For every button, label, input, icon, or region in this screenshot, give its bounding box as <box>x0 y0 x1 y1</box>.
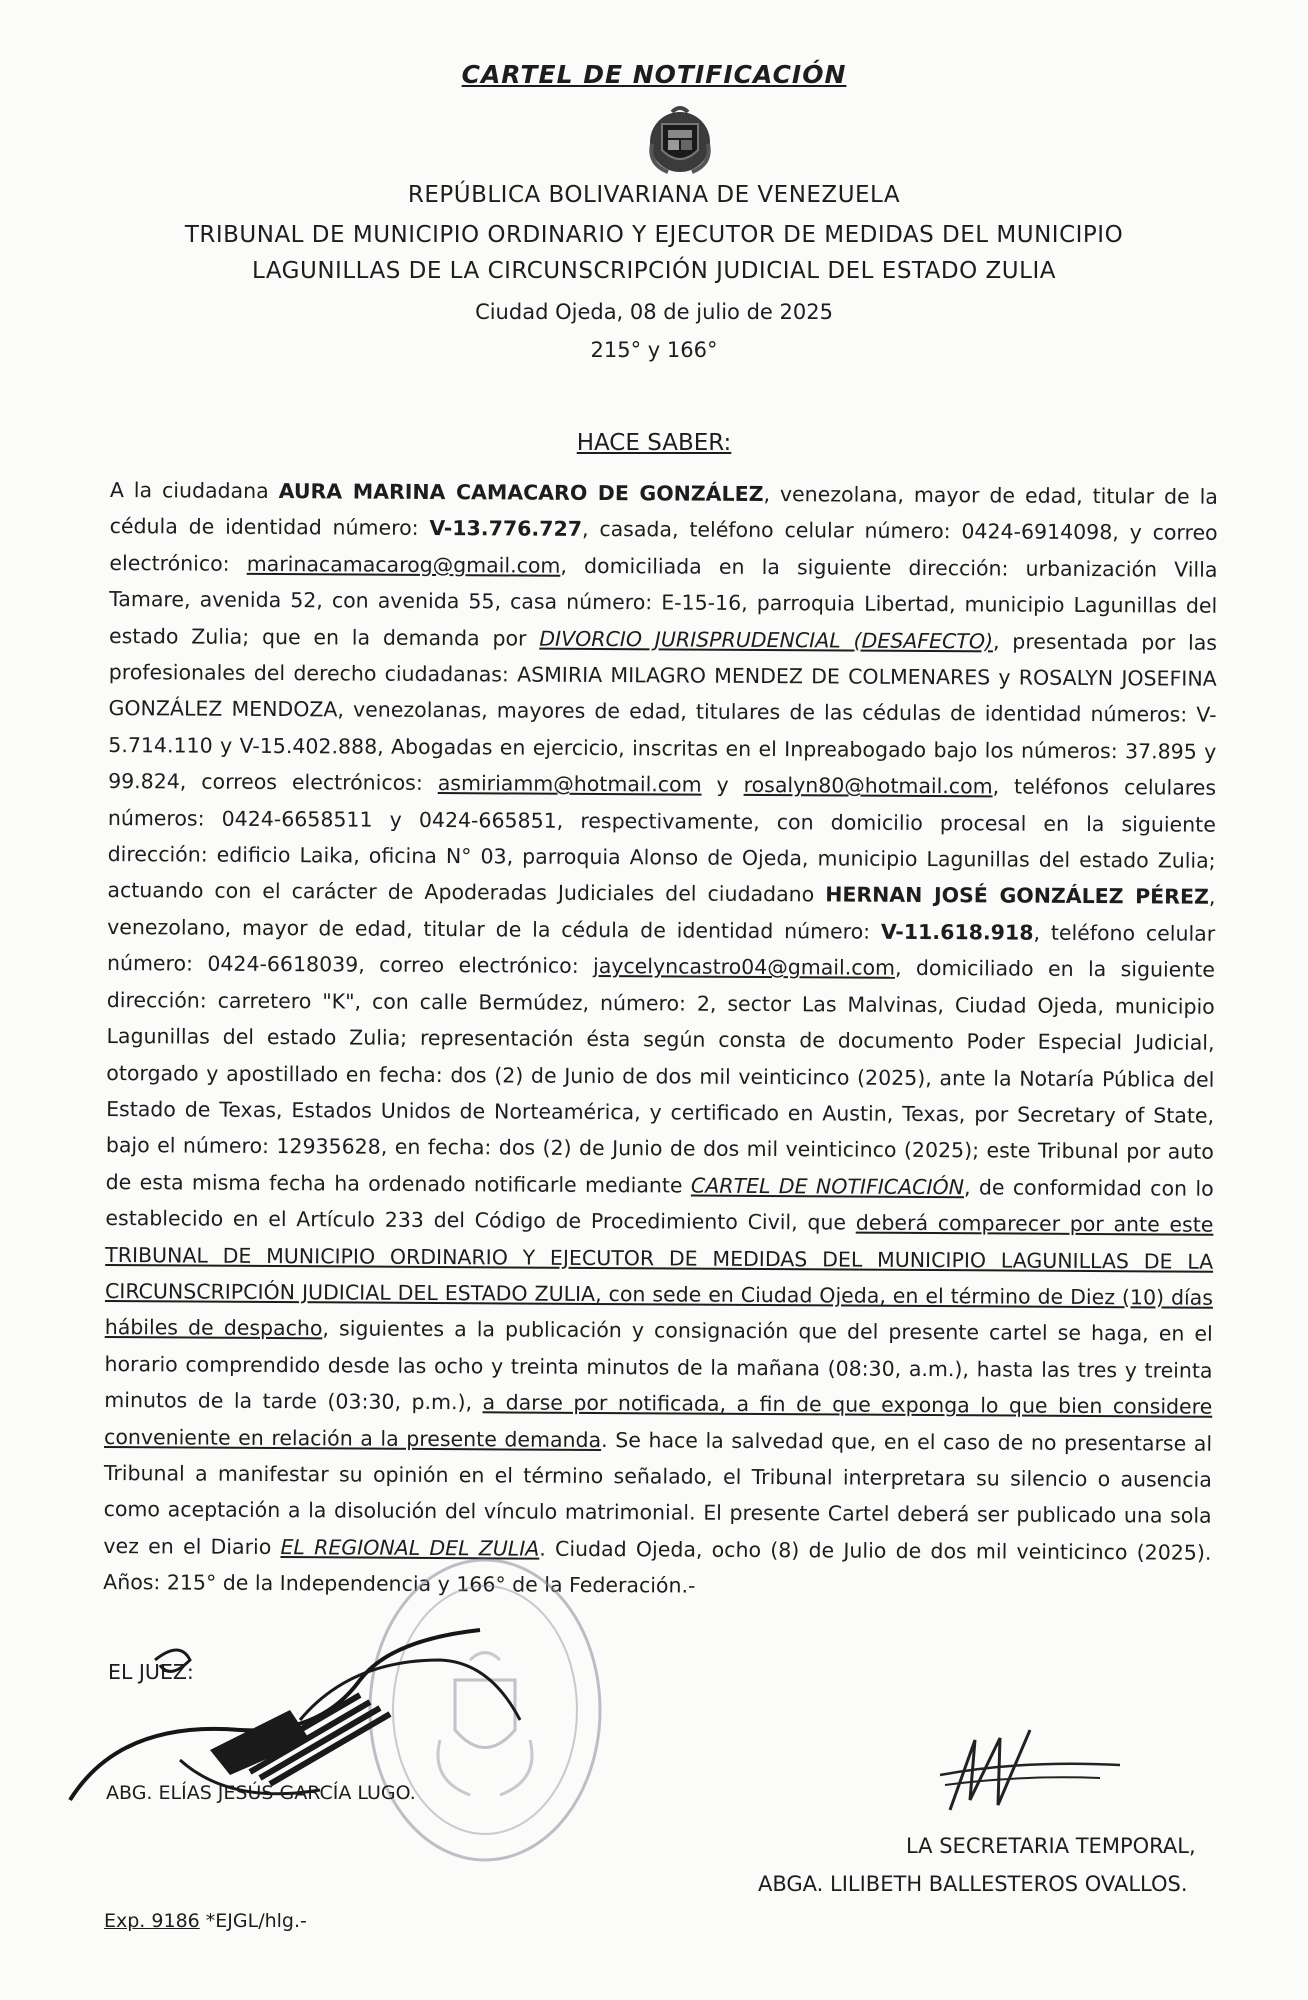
body-text-segment: , presentada por las profesionales del derecho ciudadanas: ASMIRIA MILAGRO MENDEZ DE COLMENARES y ROSALYN JOSEFINA GONZÁLEZ MENDOZA, venezolanas, mayores de edad, titulares de las cédulas de identidad números: V-5.714.110 y V-15.402.888, Abogadas en ejercicio, inscritas en el Inpreabogado bajo los números: 37.895 y 99.824, correos electrónicos: <box>108 629 1218 796</box>
newspaper-name: EL REGIONAL DEL ZULIA <box>280 1534 540 1561</box>
cartel-reference: CARTEL DE NOTIFICACIÓN <box>690 1173 965 1199</box>
defendant-email: marinacamacarog@gmail.com <box>246 551 561 578</box>
hace-saber-heading: HACE SABER: <box>576 430 732 456</box>
body-text-segment: . Ciudad Ojeda, ocho (8) de Julio de dos mil veinticinco (2025). Años: 215° de la Independencia y 166° de la Federación.- <box>103 1536 1212 1598</box>
secretary-signature-icon <box>930 1720 1130 1830</box>
body-text-segment: . Se hace la salvedad que, en el caso de no presentarse al Tribunal a manifestar su opinión en el término señalado, el Tribunal interpretara su silencio o ausencia como aceptación a la disolución del vínculo matrimonial. El presente Cartel deberá ser publicado una sola vez en el Diario <box>103 1427 1213 1559</box>
tribunal-heading-line1: TRIBUNAL DE MUNICIPIO ORDINARIO Y EJECUTOR DE MEDIDAS DEL MUNICIPIO <box>184 222 1124 248</box>
years-line: 215° y 166° <box>590 338 718 362</box>
file-number: Exp. 9186 <box>104 1910 200 1932</box>
body-text-segment: , venezolano, mayor de edad, titular de la cédula de identidad número: <box>107 885 1216 944</box>
body-text-segment: , teléfonos celulares números: 0424-6658511 y 0424-665851, respectivamente, con domicilio procesal en la siguiente dirección: edificio Laika, oficina N° 03, parroquia Alonso de Ojeda, municipio Lagunillas del estado Zulia; actuando con el carácter de Apoderadas Judiciales del ciudadano <box>107 774 1217 907</box>
body-text-segment: , siguientes a la publicación y consignación que del presente cartel se haga, en el horario comprendido desde las ocho y treinta minutos de la mañana (08:30, a.m.), hasta las tres y treinta minutos de la tarde (03:30, p.m.), <box>104 1316 1213 1415</box>
city-date: Ciudad Ojeda, 08 de julio de 2025 <box>475 300 833 324</box>
defendant-id: V-13.776.727 <box>429 516 583 542</box>
secretary-label: LA SECRETARIA TEMPORAL, <box>906 1834 1196 1858</box>
tribunal-heading-line2: LAGUNILLAS DE LA CIRCUNSCRIPCIÓN JUDICIAL DEL ESTADO ZULIA <box>252 258 1056 284</box>
notification-purpose: a darse por notificada, a fin de que exponga lo que bien considere conveniente en relación a la presente demanda <box>104 1390 1213 1452</box>
body-text-segment: y <box>701 772 744 798</box>
plaintiff-email: jaycelyncastro04@gmail.com <box>592 954 896 981</box>
secretary-name: ABGA. LILIBETH BALLESTEROS OVALLOS. <box>758 1872 1188 1896</box>
plaintiff-id: V-11.618.918 <box>880 919 1034 945</box>
judge-name: ABG. ELÍAS JESÚS GARCÍA LUGO. <box>106 1782 416 1804</box>
notification-body <box>103 472 1218 1607</box>
coat-of-arms-icon <box>642 102 718 178</box>
body-text-segment: , de conformidad con lo establecido en el Artículo 233 del Código de Procedimiento Civil, que <box>105 1174 1214 1235</box>
republic-heading: REPÚBLICA BOLIVARIANA DE VENEZUELA <box>407 182 901 208</box>
case-type: DIVORCIO JURISPRUDENCIAL (DESAFECTO) <box>539 626 994 654</box>
file-reference <box>104 1910 307 1932</box>
body-text-segment: A la ciudadana <box>109 477 279 504</box>
body-text-segment: , casada, teléfono celular número: 0424-6914098, y correo electrónico: <box>109 517 1218 576</box>
body-text-segment: , domiciliado en la siguiente dirección: carretero "K", con calle Bermúdez, número: 2, sector Las Malvinas, Ciudad Ojeda, municipio Lagunillas del estado Zulia; representación ésta según consta de documento Poder Especial Judicial, otorgado y apostillado en fecha: dos (2) de Junio de dos mil veinticinco (2025), ante la Notaría Pública del Estado de Texas, Estados Unidos de Norteamérica, y certificado en Austin, Texas, por Secretary of State, bajo el número: 12935628, en fecha: dos (2) de Junio de dos mil veinticinco (2025); este Tribunal por auto de esta misma fecha ha ordenado notificarle mediante <box>105 956 1216 1198</box>
defendant-name: AURA MARINA CAMACARO DE GONZÁLEZ <box>278 479 764 506</box>
body-text-segment: , domiciliada en la siguiente dirección: urbanización Villa Tamare, avenida 52, con avenida 55, casa número: E-15-16, parroquia Libertad, municipio Lagunillas del estado Zulia; que en la demanda por <box>108 553 1218 651</box>
body-text-segment: , venezolana, mayor de edad, titular de la cédula de identidad número: <box>109 481 1218 541</box>
file-initials: *EJGL/hlg.- <box>199 1910 307 1932</box>
judge-label: EL JUEZ: <box>108 1660 194 1684</box>
body-text-segment: , teléfono celular número: 0424-6618039, correo electrónico: <box>106 920 1216 979</box>
plaintiff-name: HERNAN JOSÉ GONZÁLEZ PÉREZ <box>825 882 1209 910</box>
attorney-email-2: rosalyn80@hotmail.com <box>743 773 993 799</box>
document-title: CARTEL DE NOTIFICACIÓN <box>461 60 847 89</box>
appearance-deadline: deberá comparecer por ante este TRIBUNAL DE MUNICIPIO ORDINARIO Y EJECUTOR DE MEDIDAS DEL MUNICIPIO LAGUNILLAS DE LA CIRCUNSCRIPCIÓN JUDICIAL DEL ESTADO ZULIA, con sede en Ciudad Ojeda, en el término de Diez (10) días hábiles de despacho <box>104 1210 1214 1341</box>
attorney-email-1: asmiriamm@hotmail.com <box>437 771 702 797</box>
